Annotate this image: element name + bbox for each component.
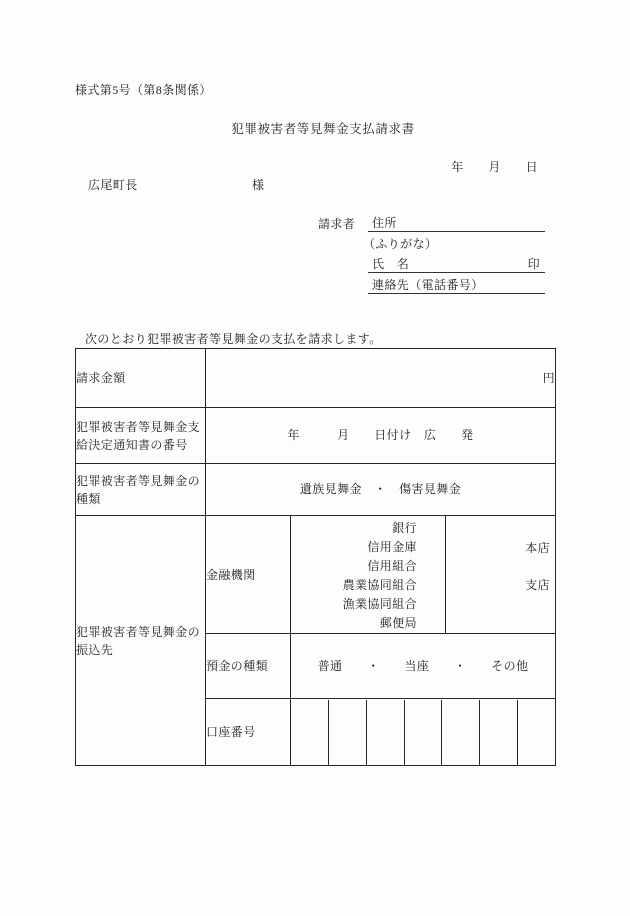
addressee-row [88,177,388,194]
deposit-type-label: 預金の種類 [206,634,291,699]
amount-row [76,349,556,408]
bank-type-list [291,516,446,634]
bank-label: 金融機関 [206,516,291,634]
bank-type-item: 信用金庫 [367,539,417,554]
account-number-boxes [291,699,556,766]
addressee-honorific: 様 [252,178,265,192]
account-digit-box [404,700,442,765]
notice-number-value: 年 月 日付け 広 発 [206,408,556,464]
contact-label: 連絡先（電話番号） [372,277,484,292]
name-label: 氏 名 [372,257,410,271]
bank-type-item: 銀行 [392,520,417,535]
bank-row [76,516,556,634]
branch-cell [446,516,556,634]
benefit-type-label: 犯罪被害者等見舞金の種類 [76,464,206,516]
form-number: 様式第5号（第8条関係） [75,83,212,97]
account-digit-box [517,700,555,765]
address-label: 住所 [372,216,397,230]
notice-number-label: 犯罪被害者等見舞金支給決定通知書の番号 [76,408,206,464]
addressee: 広尾町長 [88,178,138,192]
requester-fields [363,215,545,297]
seal-label: 印 [527,257,540,271]
requester-label: 請求者 [318,217,356,231]
transfer-destination-label: 犯罪被害者等見舞金の振込先 [76,516,206,766]
account-digit-box [291,700,328,765]
furigana-line [363,236,545,253]
account-digit-box [366,700,404,765]
account-digit-box [441,700,479,765]
bank-type-item: 漁業協同組合 [342,596,417,611]
deposit-type-value: 普通 ・ 当座 ・ その他 [291,634,556,699]
contact-field [368,277,545,294]
bank-type-item: 郵便局 [379,615,417,630]
name-field [368,256,545,273]
amount-unit: 円 [542,370,555,385]
form-title: 犯罪被害者等見舞金支払請求書 [231,122,415,136]
furigana-label: （ふりがな） [363,236,438,251]
bank-type-item: 農業協同組合 [342,577,417,592]
intro-text: 次のとおり犯罪被害者等見舞金の支払を請求します。 [85,332,382,346]
account-digit-box [479,700,517,765]
claim-table [75,348,556,766]
branch-main-label: 本店 [525,541,550,555]
benefit-type-value: 遺族見舞金 ・ 傷害見舞金 [206,464,556,516]
bank-type-item: 信用組合 [367,558,417,573]
account-digit-box [328,700,366,765]
branch-sub-label: 支店 [525,578,550,592]
account-number-label: 口座番号 [206,699,291,766]
benefit-type-row [76,464,556,516]
amount-value-cell [206,349,556,408]
date-line: 年 月 日 [451,160,538,174]
address-field [368,215,545,232]
notice-number-row [76,408,556,464]
amount-label: 請求金額 [76,349,206,408]
